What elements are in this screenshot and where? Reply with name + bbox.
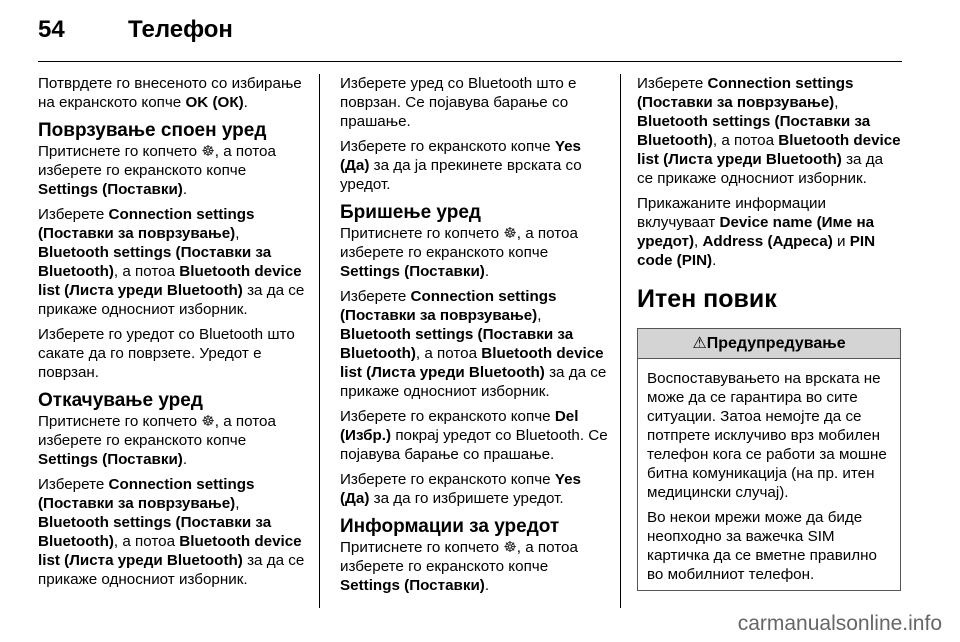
paragraph: Потврдете го внесеното со избирање на екранското копче OK (ОК).: [38, 75, 302, 111]
paragraph: Притиснете го копчето ☸, а потоа изберете го екранското копче Settings (Поставки).: [38, 143, 276, 198]
settings-button-icon: ☸: [503, 225, 517, 242]
paragraph: Во некои мрежи може да биде неопходно за важечка SIM картичка да се вметне правилно во мобилниот телефон.: [647, 509, 877, 583]
header-rule: [38, 61, 902, 62]
paragraph: Изберете го екранското копче Yes (Да) за да го избришете уредот.: [340, 471, 581, 507]
heading-emergency-call: Итен повик: [637, 285, 777, 313]
paragraph: Изберете го уредот со Bluetooth што сакате да го поврзете. Уредот е поврзан.: [38, 326, 295, 381]
warning-icon: ⚠: [692, 335, 707, 352]
paragraph: Изберете Connection settings (Поставки за поврзување), Bluetooth settings (Поставки за Bluetooth), а потоа Bluetooth device list (Листа уреди Bluetooth) за да се прикаже односниот изборник.: [38, 206, 305, 318]
column-divider: [620, 74, 621, 608]
paragraph: Изберете уред со Bluetooth што е поврзан. Се појавува барање со прашање.: [340, 75, 577, 130]
heading-disconnect: Откачување уред: [38, 390, 203, 411]
column-3: [637, 74, 901, 591]
watermark: carmanualsonline.info: [737, 612, 942, 635]
page-number: 54: [38, 16, 65, 43]
heading-delete: Бришење уред: [340, 202, 481, 223]
paragraph: Воспоставувањето на врската не може да се гарантира во сите ситуации. Затоа немојте да се потпрете исклучиво врз мобилен телефон кога се работи за мошне битна комуникација (на пр. итен медицински случај).: [647, 370, 887, 501]
warning-box: [637, 328, 901, 591]
section-title: Телефон: [128, 16, 233, 43]
paragraph: Притиснете го копчето ☸, а потоа изберете го екранското копче Settings (Поставки).: [340, 539, 578, 594]
paragraph: Изберете Connection settings (Поставки за поврзување), Bluetooth settings (Поставки за Bluetooth), а потоа Bluetooth device list (Листа уреди Bluetooth) за да се прикаже односниот изборник.: [637, 75, 901, 187]
paragraph: Притиснете го копчето ☸, а потоа изберете го екранското копче Settings (Поставки).: [340, 225, 578, 280]
paragraph: Прикажаните информации вклучуваат Device name (Име на уредот), Address (Адреса) и PIN code (PIN).: [637, 195, 876, 269]
settings-button-icon: ☸: [503, 539, 517, 556]
column-divider: [319, 74, 320, 608]
settings-button-icon: ☸: [201, 143, 215, 160]
paragraph: Изберете Connection settings (Поставки за поврзување), Bluetooth settings (Поставки за Bluetooth), а потоа Bluetooth device list (Листа уреди Bluetooth) за да се прикаже односниот изборник.: [340, 288, 607, 400]
column-1: [38, 74, 306, 595]
paragraph: Изберете Connection settings (Поставки за поврзување), Bluetooth settings (Поставки за Bluetooth), а потоа Bluetooth device list (Листа уреди Bluetooth) за да се прикаже односниот изборник.: [38, 476, 305, 588]
warning-title: Предупредување: [706, 335, 846, 352]
paragraph: Изберете го екранското копче Del (Избр.) покрај уредот со Bluetooth. Се појавува барање со прашање.: [340, 408, 608, 463]
column-2: [340, 74, 608, 601]
heading-connect: Поврзување споен уред: [38, 120, 267, 141]
settings-button-icon: ☸: [201, 413, 215, 430]
page-header: [38, 16, 902, 56]
warning-header: [638, 329, 900, 359]
paragraph: Притиснете го копчето ☸, а потоа изберете го екранското копче Settings (Поставки).: [38, 413, 276, 468]
warning-body: [638, 359, 900, 584]
heading-device-info: Информации за уредот: [340, 516, 560, 537]
paragraph: Изберете го екранското копче Yes (Да) за да ја прекинете врската со уредот.: [340, 138, 582, 193]
